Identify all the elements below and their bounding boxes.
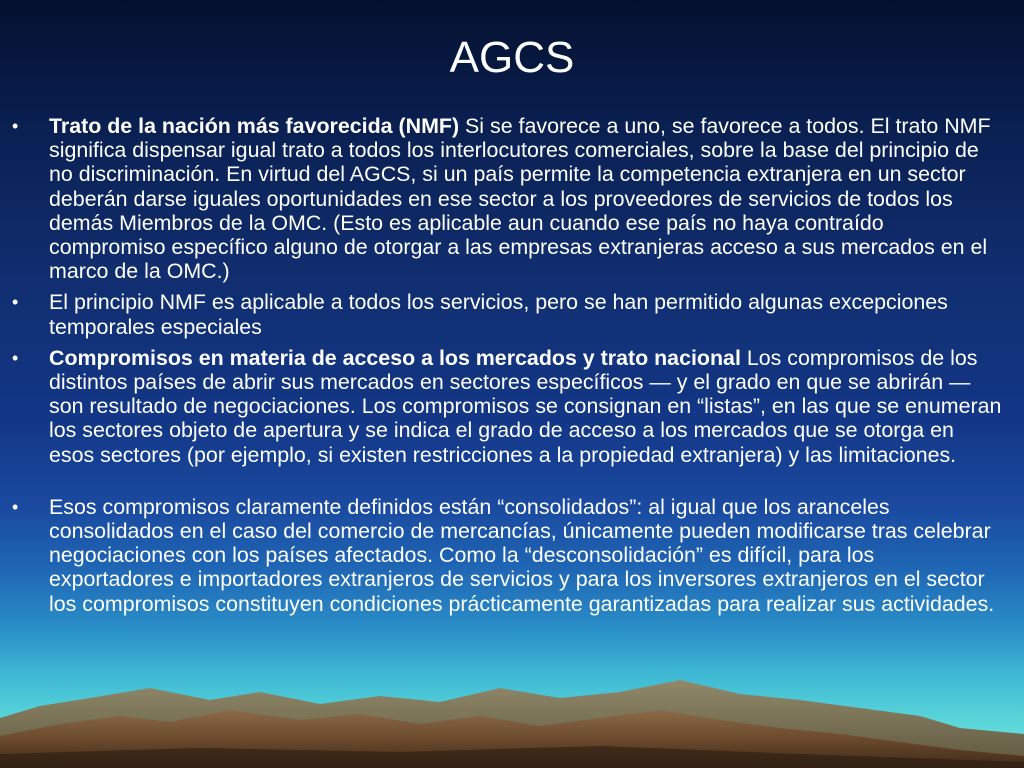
bullet-bold-text: Trato de la nación más favorecida (NMF)	[49, 114, 460, 138]
bullet-text: El principio NMF es aplicable a todos los servicios, pero se han permitido algunas excepciones temporales especiales	[49, 290, 948, 339]
bullet-list	[0, 114, 1024, 623]
bullet-text: Los compromisos de los distintos países de abrir sus mercados en sectores específicos — y el grado en que se abrirán — son resultado de negociaciones. Los compromisos se consignan en “listas”, en las que se enumeran los sectores objeto de apertura y se indica el grado de acceso a los mercados que se otorga en esos sectores (por ejemplo, si existen restricciones a la propiedad extranjera) y las limitaciones.	[49, 345, 1002, 467]
bullet-bold-text: Compromisos en materia de acceso a los mercados y trato nacional	[49, 345, 741, 370]
bullet-item	[0, 495, 1024, 616]
slide-title: AGCS	[449, 33, 575, 82]
bullet-item	[0, 114, 1024, 283]
bullet-dot-icon: •	[12, 347, 19, 368]
bullet-item	[0, 346, 1024, 467]
bullet-dot-icon: •	[12, 292, 19, 313]
mountain-landscape	[0, 658, 1024, 768]
bullet-dot-icon: •	[12, 116, 19, 136]
bullet-text: Si se favorece a uno, se favorece a todos. El trato NMF significa dispensar igual trato a todos los interlocutores comerciales, sobre la base del principio de no discriminación. En virtud del AGCS, si un país permite la competencia extranjera en un sector deberán darse iguales oportunidades en ese sector a los proveedores de servicios de todos los demás Miembros de la OMC. (Esto es aplicable aun cuando ese país no haya contraído compromiso específico alguno de otorgar a las empresas extranjeras acceso a sus mercados en el marco de la OMC.)	[49, 114, 991, 284]
bullet-text: Esos compromisos claramente definidos están “consolidados”: al igual que los aranceles consolidados en el caso del comercio de mercancías, únicamente pueden modificarse tras celebrar negociaciones con los países afectados. Como la “desconsolidación” es difícil, para los exportadores e importadores extranjeros de servicios y para los inversores extranjeros en el sector los compromisos constituyen condiciones prácticamente garantizadas para realizar sus actividades.	[49, 494, 995, 616]
bullet-item	[0, 290, 1024, 338]
bullet-dot-icon: •	[12, 496, 19, 517]
